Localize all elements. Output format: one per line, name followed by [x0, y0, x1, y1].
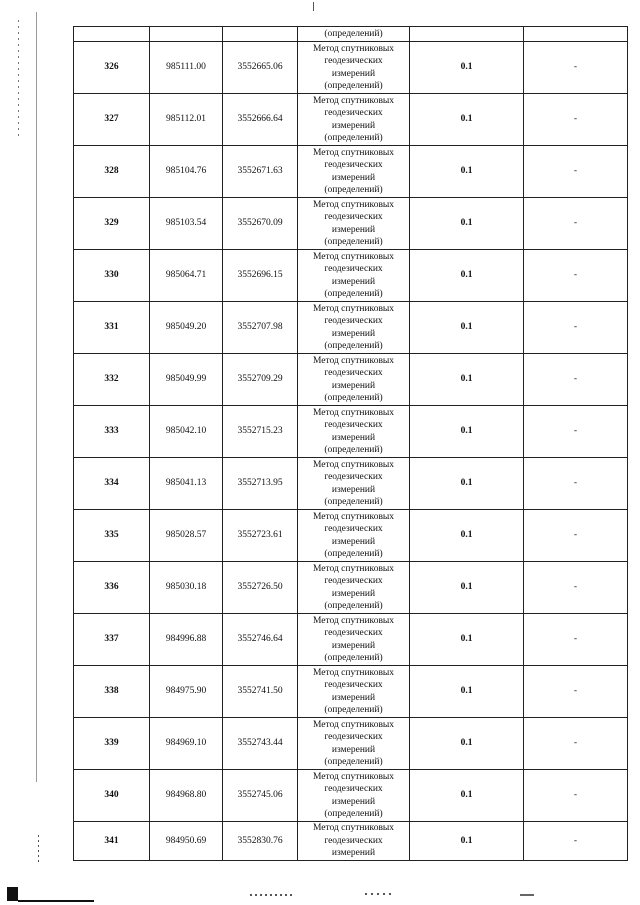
scan-noise [250, 894, 295, 896]
note-cell: - [524, 770, 628, 822]
method-cell [298, 94, 410, 146]
method-line: Метод спутниковых [312, 719, 395, 730]
method-line: (определений) [324, 341, 383, 351]
note-cell: - [524, 250, 628, 302]
table-row [74, 770, 628, 822]
point-number-cell: 329 [74, 198, 150, 250]
method-line: (определений) [324, 601, 383, 611]
method-line: (определений) [324, 497, 383, 507]
table-row [74, 250, 628, 302]
method-line: геодезических [324, 212, 383, 222]
method-line: измерений [331, 172, 376, 183]
x-coordinate-cell: 984975.90 [150, 666, 223, 718]
method-cell [298, 406, 410, 458]
point-number-cell: 336 [74, 562, 150, 614]
scan-noise [365, 893, 395, 895]
cell-empty [410, 27, 524, 42]
method-line: измерений [331, 120, 376, 131]
method-line: геодезических [324, 368, 383, 378]
scan-corner-mark [7, 887, 18, 901]
note-cell: - [524, 562, 628, 614]
method-line: Метод спутниковых [312, 95, 395, 106]
method-line: геодезических [324, 576, 383, 586]
note-cell: - [524, 42, 628, 94]
method-cell [298, 458, 410, 510]
method-line: (определений) [324, 289, 383, 299]
point-number-cell: 339 [74, 718, 150, 770]
method-line: геодезических [324, 835, 383, 846]
point-number-cell: 332 [74, 354, 150, 406]
note-cell: - [524, 510, 628, 562]
y-coordinate-cell: 3552666.64 [223, 94, 298, 146]
point-number-cell: 341 [74, 822, 150, 861]
table-row [74, 198, 628, 250]
method-cell [298, 302, 410, 354]
method-line: измерений [331, 484, 376, 495]
accuracy-cell: 0.1 [410, 302, 524, 354]
accuracy-cell: 0.1 [410, 250, 524, 302]
method-line: измерений [331, 68, 376, 79]
y-coordinate-cell: 3552670.09 [223, 198, 298, 250]
method-line: (определений) [324, 133, 383, 143]
accuracy-cell: 0.1 [410, 770, 524, 822]
y-coordinate-cell: 3552723.61 [223, 510, 298, 562]
method-line: геодезических [324, 524, 383, 534]
x-coordinate-cell: 985028.57 [150, 510, 223, 562]
method-line: геодезических [324, 420, 383, 430]
method-line: Метод спутниковых [312, 771, 395, 782]
method-line: измерений [331, 432, 376, 443]
method-line: измерений [331, 796, 376, 807]
method-line: геодезических [324, 680, 383, 690]
table-row [74, 302, 628, 354]
accuracy-cell: 0.1 [410, 458, 524, 510]
method-line: геодезических [324, 628, 383, 638]
method-cell [298, 250, 410, 302]
method-line: Метод спутниковых [312, 667, 395, 678]
method-line: (определений) [324, 393, 383, 403]
table-row [74, 354, 628, 406]
method-line: измерений [331, 744, 376, 755]
method-line: геодезических [324, 784, 383, 794]
y-coordinate-cell: 3552713.95 [223, 458, 298, 510]
table-row [74, 406, 628, 458]
note-cell: - [524, 718, 628, 770]
note-cell: - [524, 458, 628, 510]
note-cell: - [524, 354, 628, 406]
table-row [74, 666, 628, 718]
x-coordinate-cell: 985030.18 [150, 562, 223, 614]
method-cell-tail: (определений) [298, 27, 410, 42]
method-line: измерений [331, 848, 376, 858]
scan-binding-line [36, 12, 37, 782]
method-line: Метод спутниковых [312, 43, 395, 54]
point-number-cell: 338 [74, 666, 150, 718]
y-coordinate-cell: 3552745.06 [223, 770, 298, 822]
accuracy-cell: 0.1 [410, 406, 524, 458]
method-line: Метод спутниковых [312, 199, 395, 210]
note-cell: - [524, 666, 628, 718]
accuracy-cell: 0.1 [410, 94, 524, 146]
table-row [74, 94, 628, 146]
method-line: (определений) [324, 705, 383, 715]
scan-noise [520, 894, 534, 896]
x-coordinate-cell: 984950.69 [150, 822, 223, 861]
accuracy-cell: 0.1 [410, 718, 524, 770]
y-coordinate-cell: 3552746.64 [223, 614, 298, 666]
x-coordinate-cell: 985064.71 [150, 250, 223, 302]
method-cell [298, 354, 410, 406]
method-line: измерений [331, 224, 376, 235]
method-line: Метод спутниковых [312, 823, 395, 833]
method-line: измерений [331, 536, 376, 547]
accuracy-cell: 0.1 [410, 822, 524, 861]
note-cell: - [524, 822, 628, 861]
x-coordinate-cell: 985042.10 [150, 406, 223, 458]
method-line: Метод спутниковых [312, 459, 395, 470]
method-line: измерений [331, 692, 376, 703]
note-cell: - [524, 198, 628, 250]
note-cell: - [524, 406, 628, 458]
accuracy-cell: 0.1 [410, 614, 524, 666]
coordinates-table [73, 26, 628, 861]
method-line: (определений) [324, 81, 383, 91]
point-number-cell: 331 [74, 302, 150, 354]
method-cell [298, 614, 410, 666]
note-cell: - [524, 94, 628, 146]
scan-artifact-left [18, 20, 19, 140]
y-coordinate-cell: 3552671.63 [223, 146, 298, 198]
accuracy-cell: 0.1 [410, 666, 524, 718]
note-cell: - [524, 302, 628, 354]
method-line: (определений) [324, 185, 383, 195]
cell-empty [74, 27, 150, 42]
point-number-cell: 337 [74, 614, 150, 666]
table-row [74, 614, 628, 666]
method-line: (определений) [324, 809, 383, 819]
method-line: измерений [331, 276, 376, 287]
point-number-cell: 327 [74, 94, 150, 146]
x-coordinate-cell: 985111.00 [150, 42, 223, 94]
method-line: Метод спутниковых [312, 407, 395, 418]
y-coordinate-cell: 3552715.23 [223, 406, 298, 458]
point-number-cell: 330 [74, 250, 150, 302]
cell-empty [223, 27, 298, 42]
table-row [74, 458, 628, 510]
method-line: измерений [331, 380, 376, 391]
accuracy-cell: 0.1 [410, 42, 524, 94]
method-line: (определений) [324, 653, 383, 663]
scan-bottom-rule [18, 900, 94, 902]
method-line: (определений) [324, 757, 383, 767]
y-coordinate-cell: 3552830.76 [223, 822, 298, 861]
x-coordinate-cell: 984968.80 [150, 770, 223, 822]
method-cell [298, 146, 410, 198]
method-cell [298, 770, 410, 822]
x-coordinate-cell: 984969.10 [150, 718, 223, 770]
point-number-cell: 340 [74, 770, 150, 822]
accuracy-cell: 0.1 [410, 354, 524, 406]
point-number-cell: 328 [74, 146, 150, 198]
point-number-cell: 335 [74, 510, 150, 562]
table-row [74, 42, 628, 94]
method-line: Метод спутниковых [312, 615, 395, 626]
method-cell [298, 666, 410, 718]
x-coordinate-cell: 985049.20 [150, 302, 223, 354]
method-line: измерений [331, 640, 376, 651]
cell-empty [524, 27, 628, 42]
method-cell [298, 822, 410, 861]
scan-artifact-left-bottom [38, 835, 39, 865]
point-number-cell: 326 [74, 42, 150, 94]
x-coordinate-cell: 985112.01 [150, 94, 223, 146]
accuracy-cell: 0.1 [410, 562, 524, 614]
table-row-partial [74, 27, 628, 42]
method-line: геодезических [324, 108, 383, 118]
table-row [74, 146, 628, 198]
y-coordinate-cell: 3552709.29 [223, 354, 298, 406]
method-line: геодезических [324, 472, 383, 482]
x-coordinate-cell: 984996.88 [150, 614, 223, 666]
method-cell [298, 198, 410, 250]
method-line: (определений) [324, 237, 383, 247]
method-line: (определений) [324, 549, 383, 559]
table-row [74, 562, 628, 614]
y-coordinate-cell: 3552665.06 [223, 42, 298, 94]
method-line: геодезических [324, 316, 383, 326]
method-line: геодезических [324, 732, 383, 742]
table-row [74, 822, 628, 861]
table-row [74, 510, 628, 562]
method-cell [298, 42, 410, 94]
method-line: Метод спутниковых [312, 251, 395, 262]
note-cell: - [524, 614, 628, 666]
method-line: измерений [331, 588, 376, 599]
method-line: Метод спутниковых [312, 355, 395, 366]
method-line: измерений [331, 328, 376, 339]
point-number-cell: 334 [74, 458, 150, 510]
y-coordinate-cell: 3552743.44 [223, 718, 298, 770]
point-number-cell: 333 [74, 406, 150, 458]
table-row [74, 718, 628, 770]
method-line: Метод спутниковых [312, 303, 395, 314]
x-coordinate-cell: 985103.54 [150, 198, 223, 250]
accuracy-cell: 0.1 [410, 146, 524, 198]
x-coordinate-cell: 985049.99 [150, 354, 223, 406]
method-line: геодезических [324, 160, 383, 170]
method-line: Метод спутниковых [312, 147, 395, 158]
y-coordinate-cell: 3552726.50 [223, 562, 298, 614]
note-cell: - [524, 146, 628, 198]
method-line: (определений) [324, 445, 383, 455]
method-line: геодезических [324, 56, 383, 66]
y-coordinate-cell: 3552696.15 [223, 250, 298, 302]
x-coordinate-cell: 985104.76 [150, 146, 223, 198]
y-coordinate-cell: 3552741.50 [223, 666, 298, 718]
x-coordinate-cell: 985041.13 [150, 458, 223, 510]
method-line: Метод спутниковых [312, 563, 395, 574]
y-coordinate-cell: 3552707.98 [223, 302, 298, 354]
method-cell [298, 510, 410, 562]
accuracy-cell: 0.1 [410, 198, 524, 250]
cell-empty [150, 27, 223, 42]
method-line: Метод спутниковых [312, 511, 395, 522]
method-cell [298, 562, 410, 614]
scan-artifact-top [313, 2, 314, 11]
method-line: геодезических [324, 264, 383, 274]
method-cell [298, 718, 410, 770]
accuracy-cell: 0.1 [410, 510, 524, 562]
